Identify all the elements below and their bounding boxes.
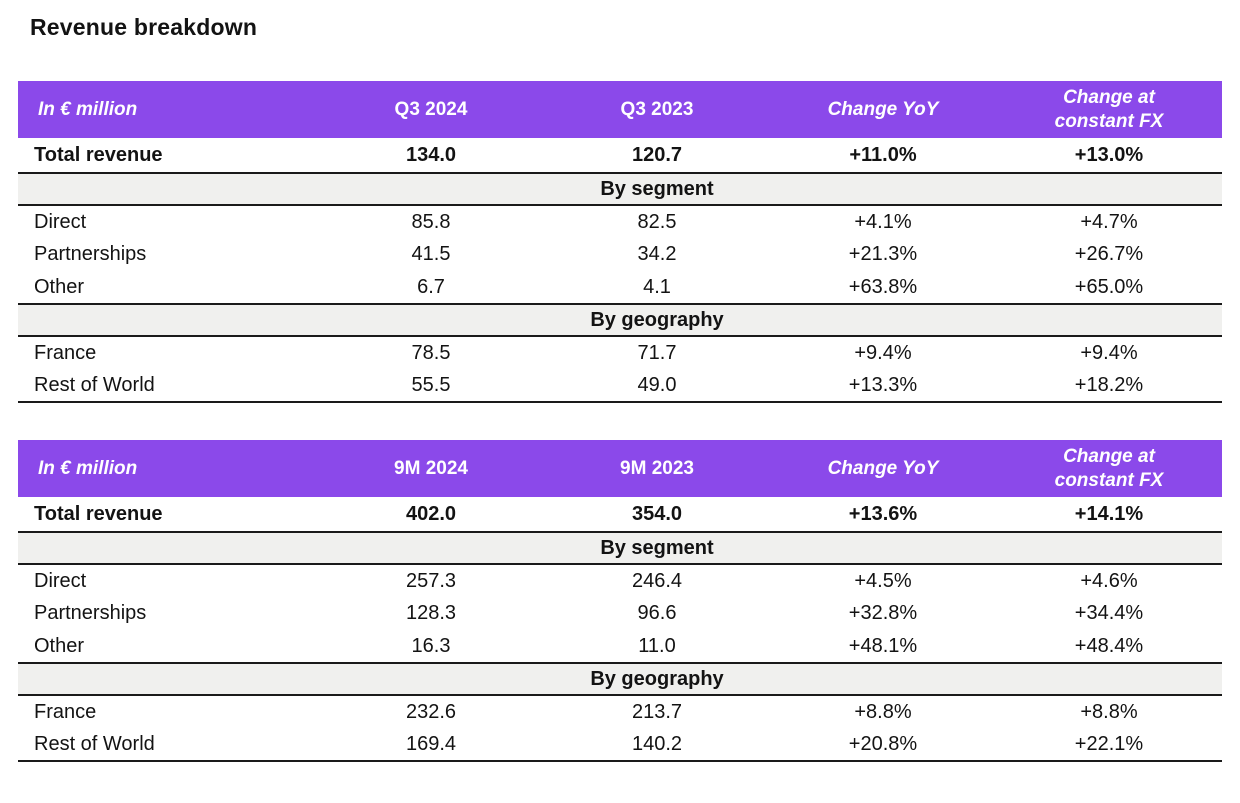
cell-value: +13.6% bbox=[770, 497, 996, 532]
cell-value: 41.5 bbox=[411, 243, 451, 265]
section-title: By geography bbox=[544, 663, 770, 695]
section-row-geography bbox=[18, 663, 1222, 695]
table-header-row bbox=[18, 81, 1222, 138]
cell-value: 85.8 bbox=[411, 210, 451, 233]
section-spacer bbox=[318, 304, 544, 336]
cell-value: +22.1% bbox=[996, 728, 1222, 761]
section-spacer bbox=[996, 304, 1222, 336]
cell-value: 16.3 bbox=[318, 630, 544, 663]
unit-label: In € million bbox=[18, 81, 318, 138]
cell-value: +14.1% bbox=[996, 497, 1222, 532]
section-title: By segment bbox=[544, 532, 770, 564]
cell-value: 120.7 bbox=[544, 138, 770, 173]
section-row-geography bbox=[18, 304, 1222, 336]
cell-value: 34.2 bbox=[637, 243, 677, 265]
column-header-change-fx bbox=[996, 81, 1222, 138]
cell-value: 134.0 bbox=[318, 138, 544, 173]
cell-value: +21.3% bbox=[848, 243, 918, 265]
table-row-partnerships bbox=[18, 238, 1222, 271]
section-spacer bbox=[996, 532, 1222, 564]
cell-value: +11.0% bbox=[770, 138, 996, 173]
section-spacer bbox=[996, 663, 1222, 695]
section-spacer bbox=[318, 663, 544, 695]
column-header-prior-period: Q3 2023 bbox=[544, 81, 770, 138]
table-row-direct bbox=[18, 564, 1222, 597]
cell-value: 11.0 bbox=[544, 630, 770, 663]
cell-value: +13.3% bbox=[770, 369, 996, 402]
row-label: Other bbox=[18, 271, 318, 304]
cell-value: +20.8% bbox=[770, 728, 996, 761]
section-spacer bbox=[18, 663, 318, 695]
column-header-current-period: Q3 2024 bbox=[318, 81, 544, 138]
row-label: Direct bbox=[34, 210, 87, 233]
table-row-other bbox=[18, 271, 1222, 304]
total-revenue-row bbox=[18, 138, 1222, 173]
section-spacer bbox=[996, 173, 1222, 205]
cell-value: 78.5 bbox=[411, 341, 451, 364]
cell-value: 6.7 bbox=[318, 271, 544, 304]
cell-value: 169.4 bbox=[318, 728, 544, 761]
cell-value: +63.8% bbox=[770, 271, 996, 304]
cell-value: 4.1 bbox=[544, 271, 770, 304]
cell-value: +4.7% bbox=[1080, 210, 1138, 233]
table-row-direct bbox=[18, 205, 1222, 238]
row-label: Partnerships bbox=[34, 602, 147, 624]
cell-value: +48.4% bbox=[996, 630, 1222, 663]
section-spacer bbox=[18, 304, 318, 336]
section-spacer bbox=[318, 532, 544, 564]
section-spacer bbox=[770, 532, 996, 564]
table-header-row bbox=[18, 440, 1222, 497]
row-label: France bbox=[34, 700, 97, 723]
cell-value: +4.5% bbox=[854, 569, 912, 592]
row-label: Rest of World bbox=[18, 369, 318, 402]
row-label: Rest of World bbox=[18, 728, 318, 761]
cell-value: 49.0 bbox=[544, 369, 770, 402]
table-row-other bbox=[18, 630, 1222, 663]
section-spacer bbox=[770, 663, 996, 695]
page-title: Revenue breakdown bbox=[30, 14, 258, 40]
cell-value: +9.4% bbox=[854, 341, 912, 364]
cell-value: +48.1% bbox=[770, 630, 996, 663]
column-header-change-fx bbox=[996, 440, 1222, 497]
cell-value: 213.7 bbox=[631, 700, 683, 723]
section-spacer bbox=[18, 173, 318, 205]
revenue-table-q3 bbox=[18, 81, 1222, 403]
column-header-change-yoy: Change YoY bbox=[770, 81, 996, 138]
column-header-change-fx-text: Change at constant FX bbox=[1054, 86, 1164, 132]
cell-value: +32.8% bbox=[848, 602, 918, 624]
cell-value: +4.1% bbox=[854, 210, 912, 233]
table-row-partnerships bbox=[18, 597, 1222, 630]
row-label: France bbox=[34, 341, 97, 364]
cell-value: +8.8% bbox=[854, 700, 912, 723]
cell-value: 71.7 bbox=[637, 341, 677, 364]
cell-value: +26.7% bbox=[1074, 243, 1144, 265]
section-spacer bbox=[770, 173, 996, 205]
column-header-change-yoy: Change YoY bbox=[770, 440, 996, 497]
row-label: Total revenue bbox=[18, 138, 318, 173]
table-row-rest-of-world bbox=[18, 728, 1222, 761]
cell-value: 354.0 bbox=[544, 497, 770, 532]
section-title: By segment bbox=[544, 173, 770, 205]
column-header-change-fx-text: Change at constant FX bbox=[1054, 445, 1164, 491]
section-row-segment bbox=[18, 532, 1222, 564]
cell-value: +34.4% bbox=[1074, 602, 1144, 624]
column-header-prior-period: 9M 2023 bbox=[544, 440, 770, 497]
section-title: By geography bbox=[544, 304, 770, 336]
row-label: Total revenue bbox=[18, 497, 318, 532]
cell-value: +65.0% bbox=[996, 271, 1222, 304]
cell-value: +18.2% bbox=[996, 369, 1222, 402]
cell-value: 128.3 bbox=[405, 602, 457, 624]
cell-value: 82.5 bbox=[637, 210, 677, 233]
cell-value: +4.6% bbox=[1080, 569, 1138, 592]
row-label: Partnerships bbox=[34, 243, 147, 265]
table-row-france bbox=[18, 336, 1222, 369]
column-header-current-period: 9M 2024 bbox=[318, 440, 544, 497]
cell-value: 232.6 bbox=[405, 700, 457, 723]
cell-value: +13.0% bbox=[996, 138, 1222, 173]
table-row-rest-of-world bbox=[18, 369, 1222, 402]
cell-value: 246.4 bbox=[631, 569, 683, 592]
row-label: Other bbox=[18, 630, 318, 663]
cell-value: 257.3 bbox=[405, 569, 457, 592]
section-spacer bbox=[18, 532, 318, 564]
cell-value: 55.5 bbox=[318, 369, 544, 402]
row-label: Direct bbox=[34, 569, 87, 592]
cell-value: 96.6 bbox=[637, 602, 677, 624]
section-spacer bbox=[318, 173, 544, 205]
cell-value: +9.4% bbox=[1080, 341, 1138, 364]
section-spacer bbox=[770, 304, 996, 336]
revenue-table-9m bbox=[18, 440, 1222, 762]
cell-value: 402.0 bbox=[318, 497, 544, 532]
total-revenue-row bbox=[18, 497, 1222, 532]
cell-value: 140.2 bbox=[544, 728, 770, 761]
section-row-segment bbox=[18, 173, 1222, 205]
unit-label: In € million bbox=[18, 440, 318, 497]
cell-value: +8.8% bbox=[1080, 700, 1138, 723]
table-row-france bbox=[18, 695, 1222, 728]
